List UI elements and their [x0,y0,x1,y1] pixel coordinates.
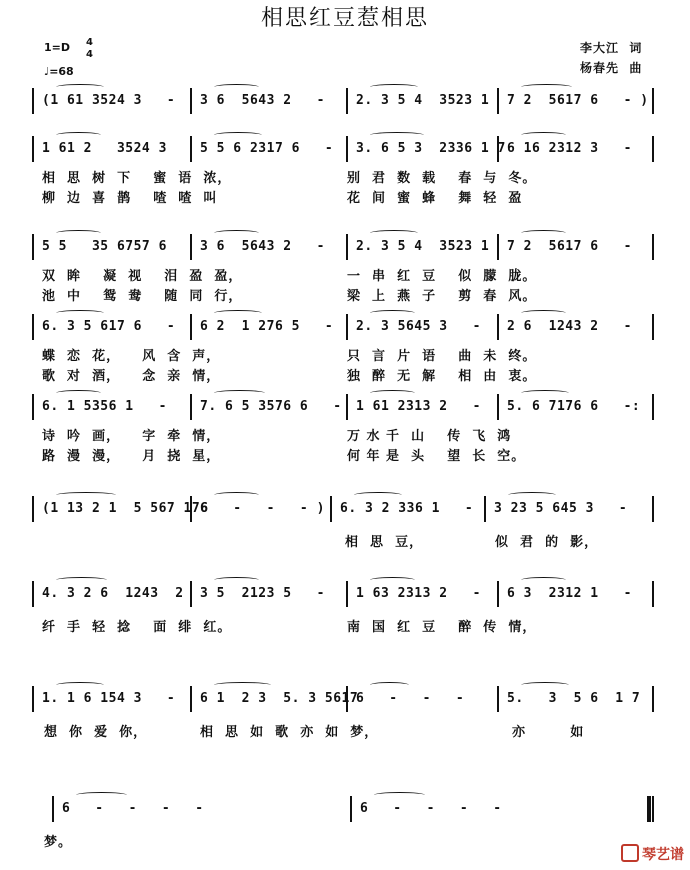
slur-mark [370,230,418,236]
slur-mark [214,682,271,688]
barline [497,234,499,260]
measure-notes: 6. 1 5356 1 - [42,399,167,414]
lyric-line: 相 思 树 下 蜜 语 浓， [42,171,232,186]
barline [652,136,654,162]
barline [497,314,499,340]
slur-mark [374,792,425,798]
slur-mark [214,310,262,316]
measure-notes: 6. 3 5 617 6 - [42,319,176,334]
barline [190,686,192,712]
barline [32,581,34,607]
barline [652,314,654,340]
measure-notes: 6 - - - [356,691,465,706]
slur-mark [214,492,259,498]
measure-notes: 6 3 2312 1 - [507,586,632,601]
measure-notes: 1 61 2 3524 3 [42,141,167,156]
slur-mark [521,132,566,138]
barline [32,88,34,114]
measure-notes: 3 6 5643 2 - [200,239,325,254]
lyricist-credit: 李大江 词 [580,41,643,55]
lyric-line: 花 间 蜜 蜂 舞 轻 盈 [347,191,523,206]
slur-mark [370,390,415,396]
composer-credit: 杨春先 曲 [580,61,643,75]
measure-notes: 6 - - - - [62,801,204,816]
slur-mark [76,792,127,798]
watermark-text: 琴艺谱 [642,847,684,863]
lyric-line: 一 串 红 豆 似 朦 胧。 [347,269,537,284]
lyric-line: 柳 边 喜 鹊 喳 喳 叫 [42,191,218,206]
measure-notes: 5. 6 7176 6 -: [507,399,641,414]
time-signature-top: 4 [86,37,93,48]
lyric-line: 路 漫 漫， 月 挠 星， [42,449,221,464]
slur-mark [354,492,402,498]
barline [497,88,499,114]
lyric-line: 南 国 红 豆 醉 传 情， [347,620,537,635]
barline [190,234,192,260]
barline [346,234,348,260]
lyric-line: 别 君 数 载 春 与 冬。 [347,171,537,186]
lyric-line: 诗 吟 画， 字 牵 情， [42,429,221,444]
measure-notes: 6 2 1 276 5 - [200,319,334,334]
slur-mark [370,577,415,583]
slur-mark [370,310,415,316]
measure-notes: 6. 3 2 336 1 - [340,501,474,516]
measure-notes: 1. 1 6 154 3 - [42,691,176,706]
measure-notes: 2. 3 5 4 3523 1 [356,239,490,254]
measure-notes: 7 2 5617 6 - ) [507,93,649,108]
barline [190,136,192,162]
slur-mark [214,84,259,90]
barline [484,496,486,522]
slur-mark [521,84,572,90]
barline [32,314,34,340]
barline [652,394,654,420]
barline [497,394,499,420]
barline [346,394,348,420]
slur-mark [214,132,262,138]
lyric-line: 想 你 爱 你， [44,725,148,740]
lyric-line: 何 年 是 头 望 长 空。 [347,449,526,464]
slur-mark [370,84,418,90]
measure-notes: 6 1 2 3 5. 3 5617 [200,691,359,706]
slur-mark [56,682,104,688]
measure-notes: 3 23 5 645 3 - [494,501,628,516]
piano-logo-icon [621,844,639,862]
slur-mark [56,230,101,236]
barline [330,496,332,522]
barline [350,796,352,822]
measure-notes: 3 5 2123 5 - [200,586,325,601]
time-signature-bottom: 4 [86,49,93,60]
lyric-line: 梁 上 燕 子 剪 春 风。 [347,289,537,304]
barline [190,581,192,607]
measure-notes: 2 6 1243 2 - [507,319,632,334]
slur-mark [56,132,101,138]
lyric-line: 独 醉 无 解 相 由 衷。 [347,369,537,384]
barline [32,496,34,522]
barline [652,234,654,260]
barline [346,88,348,114]
measure-notes: 7 2 5617 6 - [507,239,632,254]
measure-notes: 6 16 2312 3 - [507,141,632,156]
barline [52,796,54,822]
measure-notes: 5 5 6 2317 6 - [200,141,334,156]
slur-mark [521,390,569,396]
barline [190,314,192,340]
barline [497,581,499,607]
barline [190,394,192,420]
lyric-line: 亦 如 [512,725,585,740]
slur-mark [521,577,566,583]
barline [497,686,499,712]
lyric-line: 相 思 如 歌 亦 如 梦， [200,725,379,740]
barline [190,88,192,114]
measure-notes: 2. 3 5 4 3523 1 [356,93,490,108]
slur-mark [370,682,409,688]
measure-notes: 3 6 5643 2 - [200,93,325,108]
barline [32,394,34,420]
lyric-line: 歌 对 酒， 念 亲 情， [42,369,221,384]
barline [652,581,654,607]
measure-notes: 1 61 2313 2 - [356,399,481,414]
slur-mark [214,577,259,583]
slur-mark [56,84,104,90]
lyric-line: 万 水 千 山 传 飞 鸿 [347,429,512,444]
measure-notes: 4. 3 2 6 1243 2 [42,586,184,601]
lyric-line: 似 君 的 影， [495,535,599,550]
slur-mark [521,682,569,688]
barline [652,88,654,114]
measure-notes: 1 63 2313 2 - [356,586,481,601]
lyric-line: 双 眸 凝 视 泪 盈 盈， [42,269,243,284]
final-barline [647,796,651,822]
measure-notes: 2. 3 5645 3 - [356,319,481,334]
measure-notes: 6 - - - ) [200,501,325,516]
key-signature: 1=D [44,41,71,54]
slur-mark [56,577,107,583]
watermark [621,844,684,864]
slur-mark [56,390,101,396]
barline [346,581,348,607]
slur-mark [521,310,566,316]
measure-notes: 5. 3 5 6 1 7 [507,691,641,706]
slur-mark [56,310,104,316]
measure-notes: (1 61 3524 3 - [42,93,176,108]
barline [346,136,348,162]
measure-notes: 7. 6 5 3576 6 - [200,399,342,414]
barline [652,686,654,712]
lyric-line: 纤 手 轻 捻 面 绯 红。 [42,620,232,635]
barline [652,796,654,822]
barline [652,496,654,522]
measure-notes: 3. 6 5 3 2336 1 7 [356,141,506,156]
slur-mark [521,230,566,236]
slur-mark [214,390,265,396]
slur-mark [370,132,424,138]
lyric-line: 只 言 片 语 曲 未 终。 [347,349,537,364]
slur-mark [214,230,259,236]
measure-notes: 5 5 35 6757 6 [42,239,167,254]
slur-mark [56,492,116,498]
slur-mark [508,492,556,498]
tempo-marking: ♩=68 [44,65,74,78]
barline [32,686,34,712]
barline [346,314,348,340]
measure-notes: (1 13 2 1 5 567 176 [42,501,209,516]
page-title: 相思红豆惹相思 [260,6,429,31]
lyric-line: 池 中 鸳 鸯 随 同 行， [42,289,243,304]
lyric-line: 蝶 恋 花， 风 含 声， [42,349,221,364]
barline [32,136,34,162]
lyric-line: 相 思 豆， [345,535,424,550]
measure-notes: 6 - - - - [360,801,502,816]
barline [32,234,34,260]
lyric-line: 梦。 [44,835,73,850]
